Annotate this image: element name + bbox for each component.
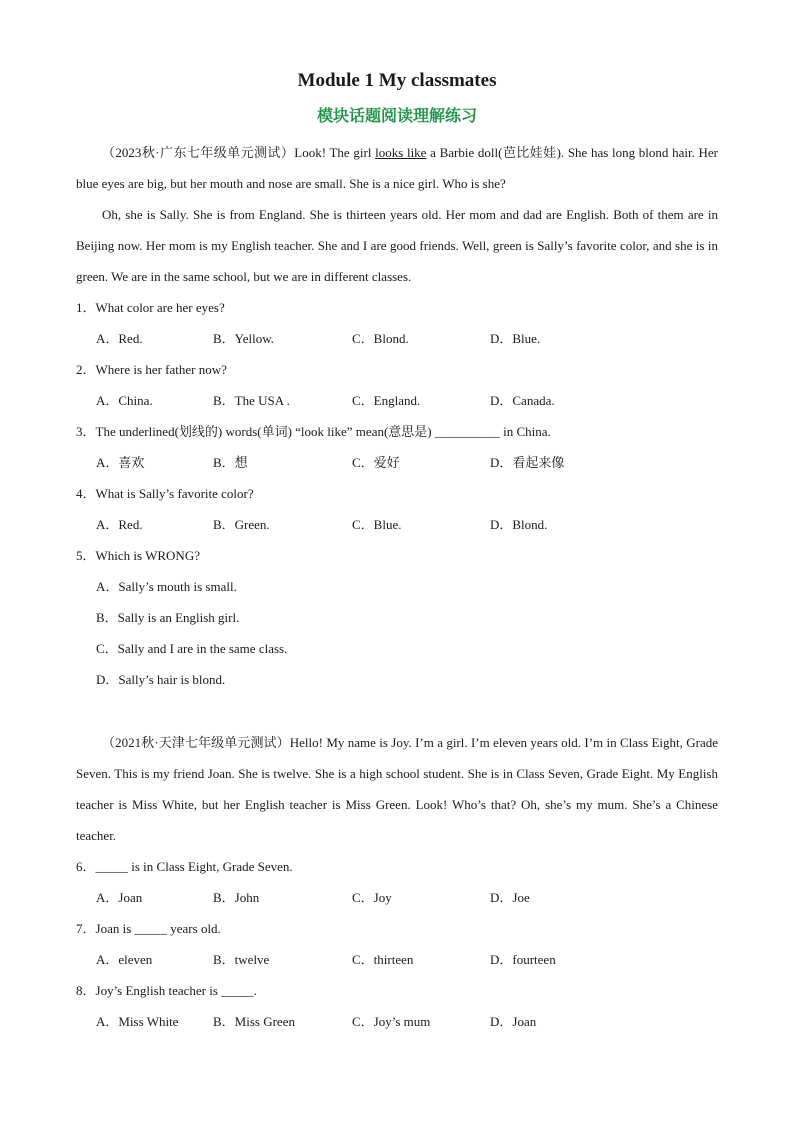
passage2-source: （2021秋·天津七年级单元测试）: [102, 735, 290, 750]
option-c[interactable]: C．Joy’s mum: [352, 1014, 431, 1029]
question-text: Joan is _____ years old.: [95, 921, 221, 936]
option-c[interactable]: C．England.: [352, 393, 421, 408]
section-spacer: [76, 695, 718, 727]
option-a[interactable]: A．eleven: [96, 952, 153, 967]
question-4: [76, 478, 718, 540]
question-3: [76, 416, 718, 478]
page-subtitle: 模块话题阅读理解练习: [316, 106, 477, 125]
question-number: 4．: [76, 486, 96, 501]
question-number: 3．: [76, 424, 96, 439]
option-c[interactable]: C．爱好: [352, 455, 400, 470]
question-number: 5．: [76, 548, 96, 563]
option-c[interactable]: C．thirteen: [352, 952, 414, 967]
option-a[interactable]: A．Red.: [96, 517, 143, 532]
option-a[interactable]: A．Miss White: [96, 1014, 179, 1029]
option-d[interactable]: D．看起来像: [490, 455, 565, 470]
worksheet-page: [76, 64, 718, 1037]
option-b[interactable]: B．John: [213, 890, 260, 905]
option-b[interactable]: B．Yellow.: [213, 331, 275, 346]
option-a[interactable]: A．Red.: [96, 331, 143, 346]
option-c[interactable]: C．Blue.: [352, 517, 402, 532]
question-number: 7．: [76, 921, 96, 936]
option-d[interactable]: D．Canada.: [490, 393, 555, 408]
question-1: [76, 292, 718, 354]
question-text: The underlined(划线的) words(单词) “look like” mean(意思是) __________ in China.: [95, 424, 551, 439]
option-b[interactable]: B．twelve: [213, 952, 270, 967]
question-text: What color are her eyes?: [95, 300, 225, 315]
option-a[interactable]: A．喜欢: [96, 455, 145, 470]
passage1-paragraph1: [76, 137, 718, 199]
option-a[interactable]: A．China.: [96, 393, 153, 408]
passage1-source: （2023秋·广东七年级单元测试）: [102, 145, 295, 160]
option-a[interactable]: A．Joan: [96, 890, 143, 905]
question-text: Which is WRONG?: [95, 548, 200, 563]
question-5: [76, 540, 718, 695]
option-d[interactable]: D．fourteen: [490, 952, 556, 967]
option-b[interactable]: B．Green.: [213, 517, 270, 532]
option-d[interactable]: D．Sally’s hair is blond.: [96, 672, 226, 687]
question-number: 8．: [76, 983, 96, 998]
question-text: Joy’s English teacher is _____.: [95, 983, 257, 998]
option-c[interactable]: C．Sally and I are in the same class.: [96, 641, 288, 656]
option-d[interactable]: D．Blue.: [490, 331, 541, 346]
question-6: [76, 851, 718, 913]
passage2-paragraph: [76, 727, 718, 851]
option-b[interactable]: B．想: [213, 455, 248, 470]
question-text: _____ is in Class Eight, Grade Seven.: [95, 859, 293, 874]
question-2: [76, 354, 718, 416]
option-b[interactable]: B．Sally is an English girl.: [96, 610, 240, 625]
option-d[interactable]: D．Blond.: [490, 517, 548, 532]
passage1-paragraph2: Oh, she is Sally. She is from England. She is thirteen years old. Her mom and dad are English. Both of them are in Beijing now. Her mom is my English teacher. She and I are good friends. Well, green is Sally’s favorite color, and she is in green. We are in the same school, but we are in different classes.: [76, 207, 718, 284]
question-number: 2．: [76, 362, 96, 377]
option-c[interactable]: C．Joy: [352, 890, 392, 905]
passage1-p1-after: a Barbie doll(芭比娃娃). She has long blond hair. Her blue eyes are big, but her mouth and nose are small. She is a nice girl. Who is she?: [76, 145, 718, 191]
option-c[interactable]: C．Blond.: [352, 331, 409, 346]
passage1-underlined-phrase: looks like: [375, 145, 427, 160]
option-a[interactable]: A．Sally’s mouth is small.: [96, 579, 237, 594]
option-b[interactable]: B．The USA .: [213, 393, 290, 408]
passage2-text: Hello! My name is Joy. I’m a girl. I’m eleven years old. I’m in Class Eight, Grade Seven. This is my friend Joan. She is twelve. She is a high school student. She is in Class Seven, Grade Eight. My English teacher is Miss White, but her English teacher is Miss Green. Look! Who’s that? Oh, she’s my mum. She’s a Chinese teacher.: [76, 735, 718, 843]
question-8: [76, 975, 718, 1037]
question-text: Where is her father now?: [95, 362, 227, 377]
option-d[interactable]: D．Joan: [490, 1014, 537, 1029]
question-7: [76, 913, 718, 975]
question-number: 6．: [76, 859, 96, 874]
page-title: Module 1 My classmates: [297, 70, 497, 91]
option-b[interactable]: B．Miss Green: [213, 1014, 295, 1029]
question-number: 1．: [76, 300, 96, 315]
option-d[interactable]: D．Joe: [490, 890, 530, 905]
question-text: What is Sally’s favorite color?: [95, 486, 254, 501]
passage1-p1-before: Look! The girl: [294, 145, 376, 160]
